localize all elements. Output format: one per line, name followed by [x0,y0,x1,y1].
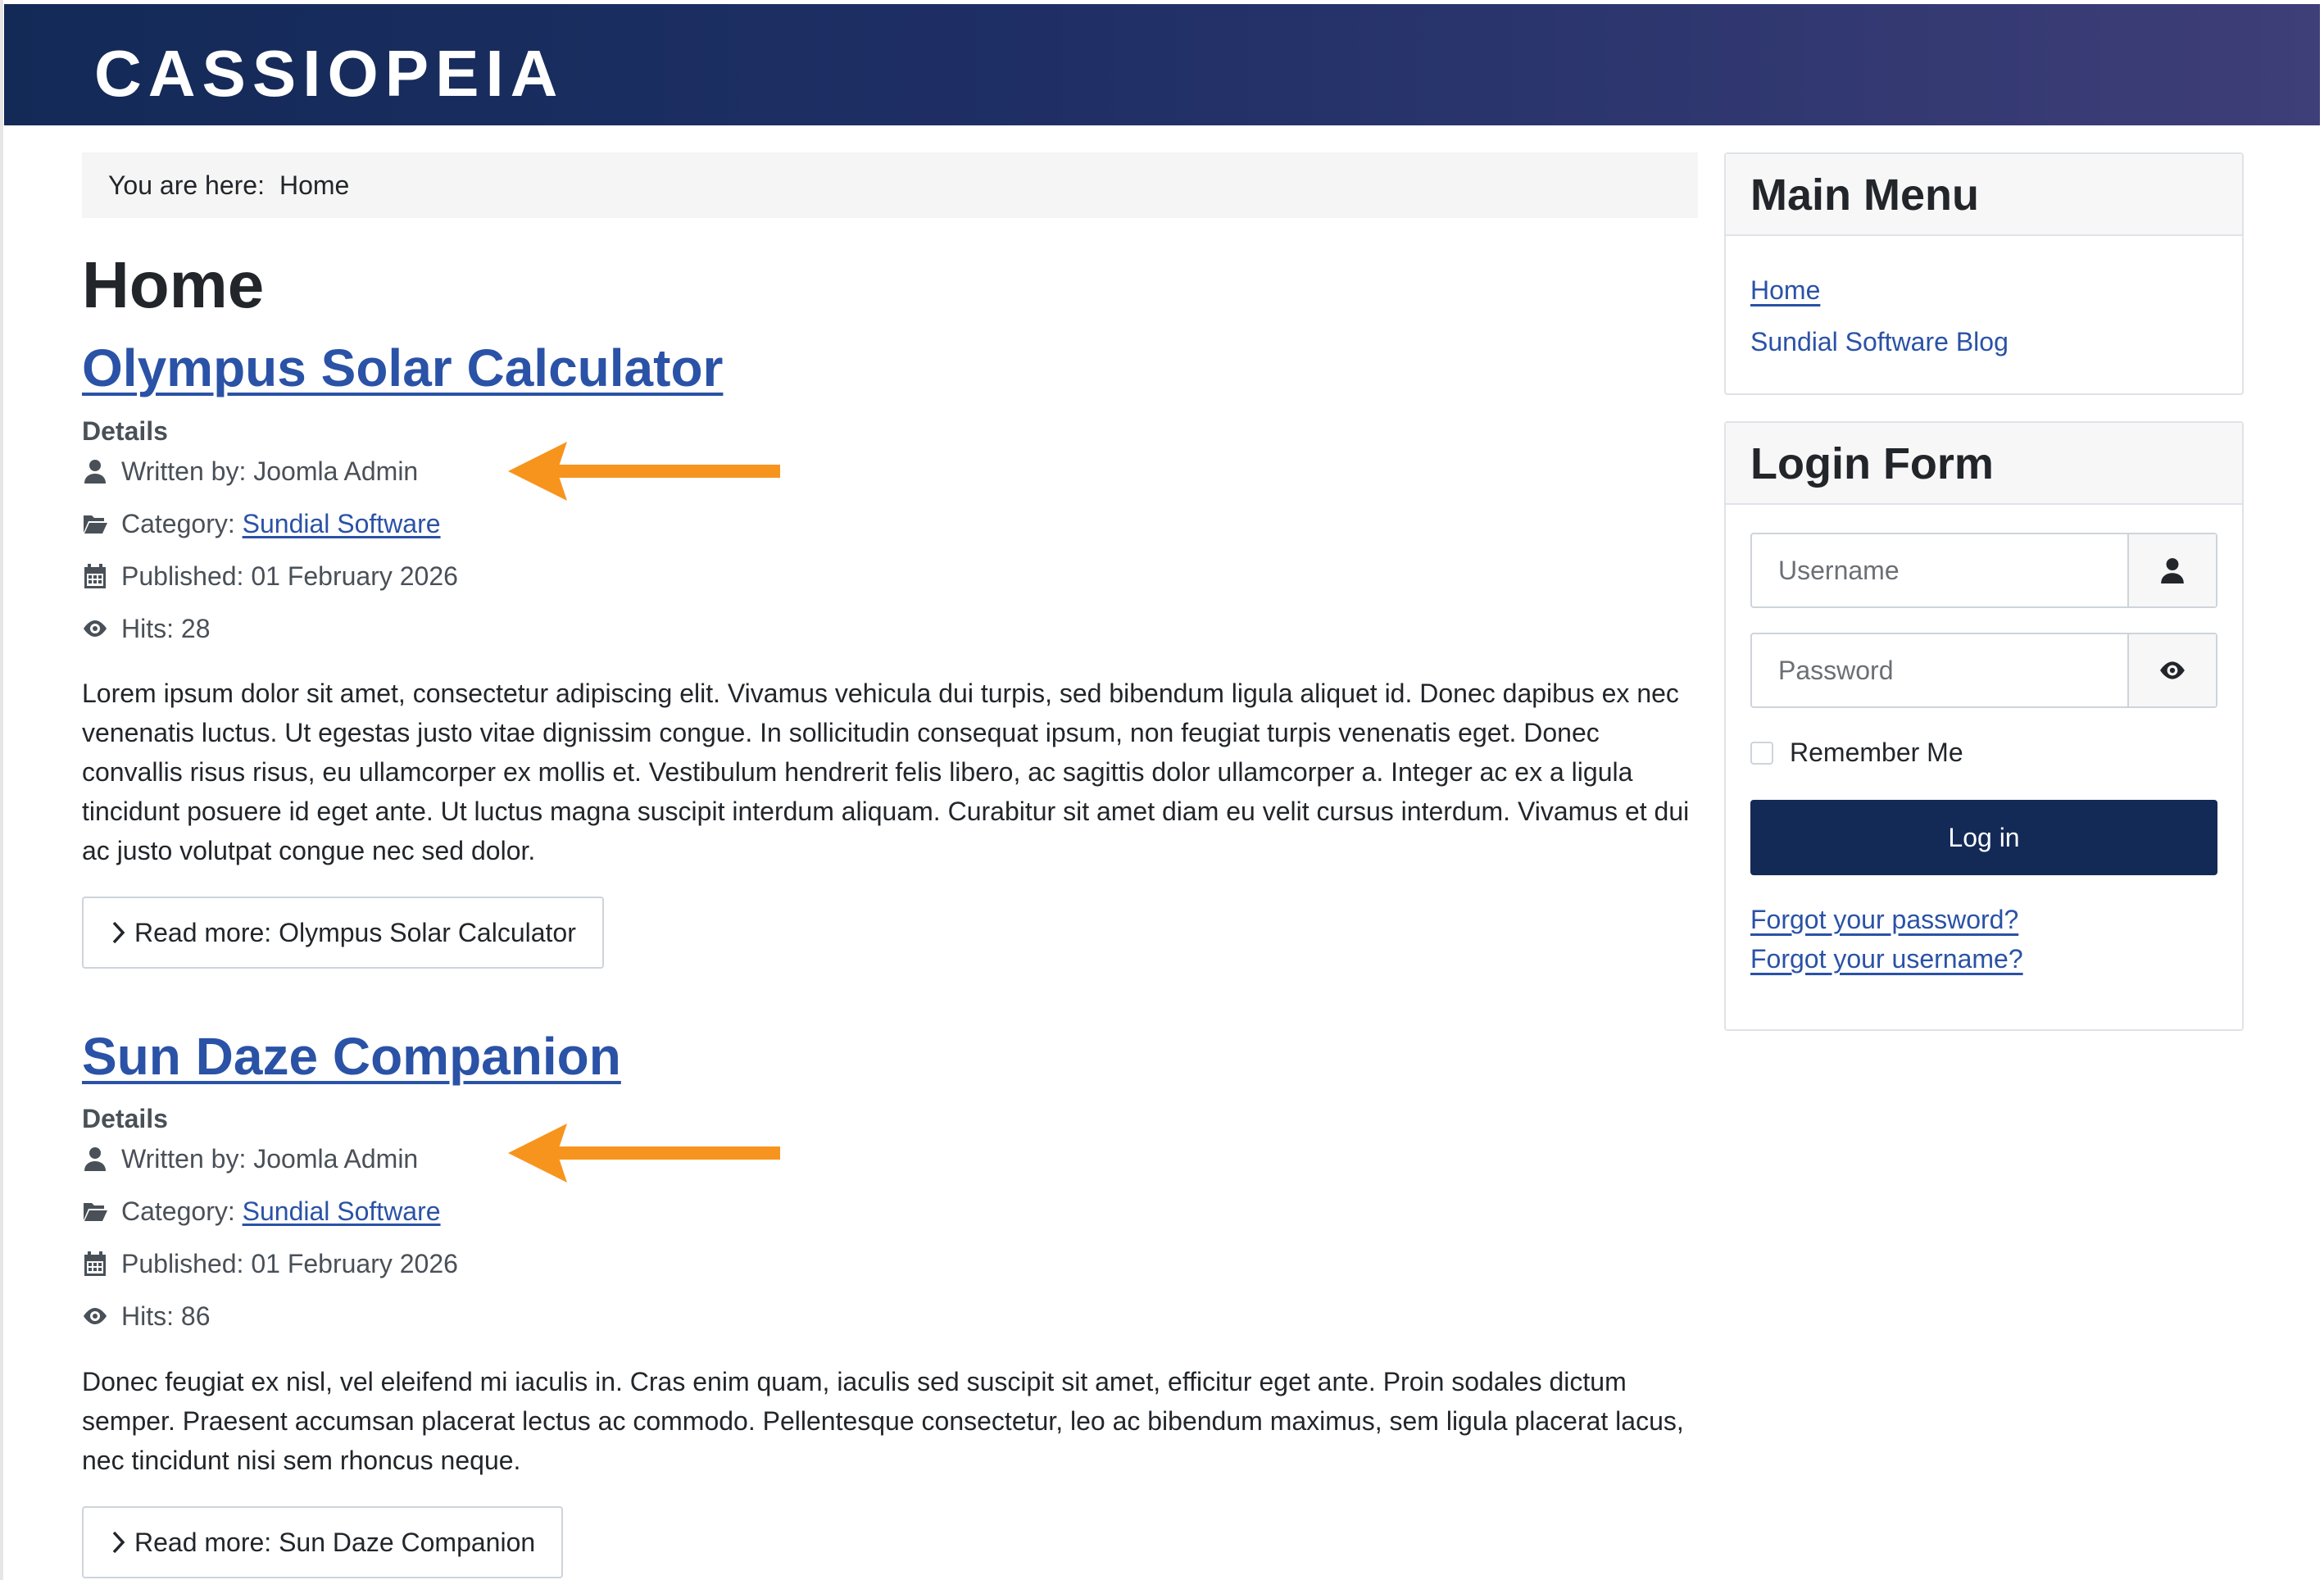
article-body: Donec feugiat ex nisl, vel eleifend mi iaculis in. Cras enim quam, iaculis sed suscipit sit amet, efficitur eget ante. Proin sodales dictum semper. Praesent accumsan placerat lectus ac commodo. Pellentesque consectetur, leo ac bibendum maximus, sem ligula placerat lacus, nec tincidunt nisi sem rhoncus neque. [82,1367,1684,1475]
category-link[interactable]: Sundial Software [242,1196,441,1226]
user-icon [82,458,108,484]
published-text: Published: 01 February 2026 [121,1249,458,1278]
username-input-group [1750,533,2217,608]
forgot-username-link[interactable]: Forgot your username? [1750,944,2023,974]
category-prefix: Category: [121,1196,235,1226]
username-addon [2127,534,2216,606]
remember-me-label: Remember Me [1790,738,1963,767]
username-input[interactable] [1752,534,2127,606]
breadcrumb-prefix: You are here: [108,170,265,200]
login-button[interactable]: Log in [1750,800,2217,875]
article-body: Lorem ipsum dolor sit amet, consectetur adipiscing elit. Vivamus vehicula dui turpis, sed bibendum ligula aliquet id. Donec dapibus ex nec venenatis luctus. Ut egestas justo vitae dignissim congue. In sollicitudin consequat ipsum, non feugiat turpis venenatis eget. Donec convallis risus risus, eu ullamcorper ex mollis et. Vestibulum hendrerit felis libero, ac sagittis dolor ullamcorper a. Integer ac ex a ligula tincidunt posuere id eget ante. Ut luctus magna suscipit interdum aliquam. Curabitur sit amet diam eu velit cursus interdum. Vivamus et dui ac justo volutpat congue nec sed dolor. [82,679,1690,865]
meta-author [82,455,418,488]
login-form-module [1724,421,2244,1031]
breadcrumb [82,152,1698,218]
password-input-group [1750,633,2217,708]
read-more-button[interactable] [82,1506,563,1578]
menu-item-home[interactable]: Home [1750,275,1821,305]
article-title-link[interactable]: Olympus Solar Calculator [82,338,724,397]
login-form-title: Login Form [1726,423,2242,505]
menu-item-sundial-software-blog[interactable]: Sundial Software Blog [1750,327,2009,356]
calendar-icon [82,563,108,589]
forgot-password-link[interactable]: Forgot your password? [1750,905,2019,934]
read-more-button[interactable] [82,897,604,969]
eye-icon [82,1303,108,1329]
meta-author [82,1142,418,1175]
user-icon [82,1146,108,1172]
published-text: Published: 01 February 2026 [121,561,458,591]
hits-text: Hits: 28 [121,614,211,643]
folder-open-icon [82,1198,108,1224]
author-text: Written by: Joomla Admin [121,456,419,486]
chevron-right-icon [110,1530,128,1555]
breadcrumb-current: Home [279,170,350,200]
details-label: Details [82,416,168,446]
meta-hits [82,612,210,645]
meta-category [82,1195,441,1228]
meta-published [82,560,458,592]
site-header [4,4,2320,125]
user-icon [2158,556,2186,584]
arrow-left-icon [508,438,787,504]
meta-hits [82,1300,210,1333]
main-menu-module [1724,152,2244,395]
remember-me-checkbox[interactable] [1750,742,1773,765]
page-title: Home [82,248,265,321]
password-input[interactable] [1752,634,2127,706]
folder-open-icon [82,511,108,537]
calendar-icon [82,1251,108,1277]
chevron-right-icon [110,920,128,945]
site-brand[interactable]: CASSIOPEIA [94,37,565,110]
category-prefix: Category: [121,509,235,538]
category-link[interactable]: Sundial Software [242,509,441,538]
eye-icon [82,615,108,642]
meta-published [82,1247,458,1280]
read-more-label: Read more: Olympus Solar Calculator [134,918,576,947]
eye-icon [2158,656,2186,684]
remember-me-row [1750,738,1963,768]
show-password-button[interactable] [2127,634,2216,706]
arrow-left-icon [508,1120,787,1186]
details-label: Details [82,1104,168,1133]
article-title-link[interactable]: Sun Daze Companion [82,1027,621,1086]
main-menu-title: Main Menu [1726,154,2242,236]
hits-text: Hits: 86 [121,1301,211,1331]
read-more-label: Read more: Sun Daze Companion [134,1528,536,1557]
author-text: Written by: Joomla Admin [121,1144,419,1174]
meta-category [82,507,441,540]
